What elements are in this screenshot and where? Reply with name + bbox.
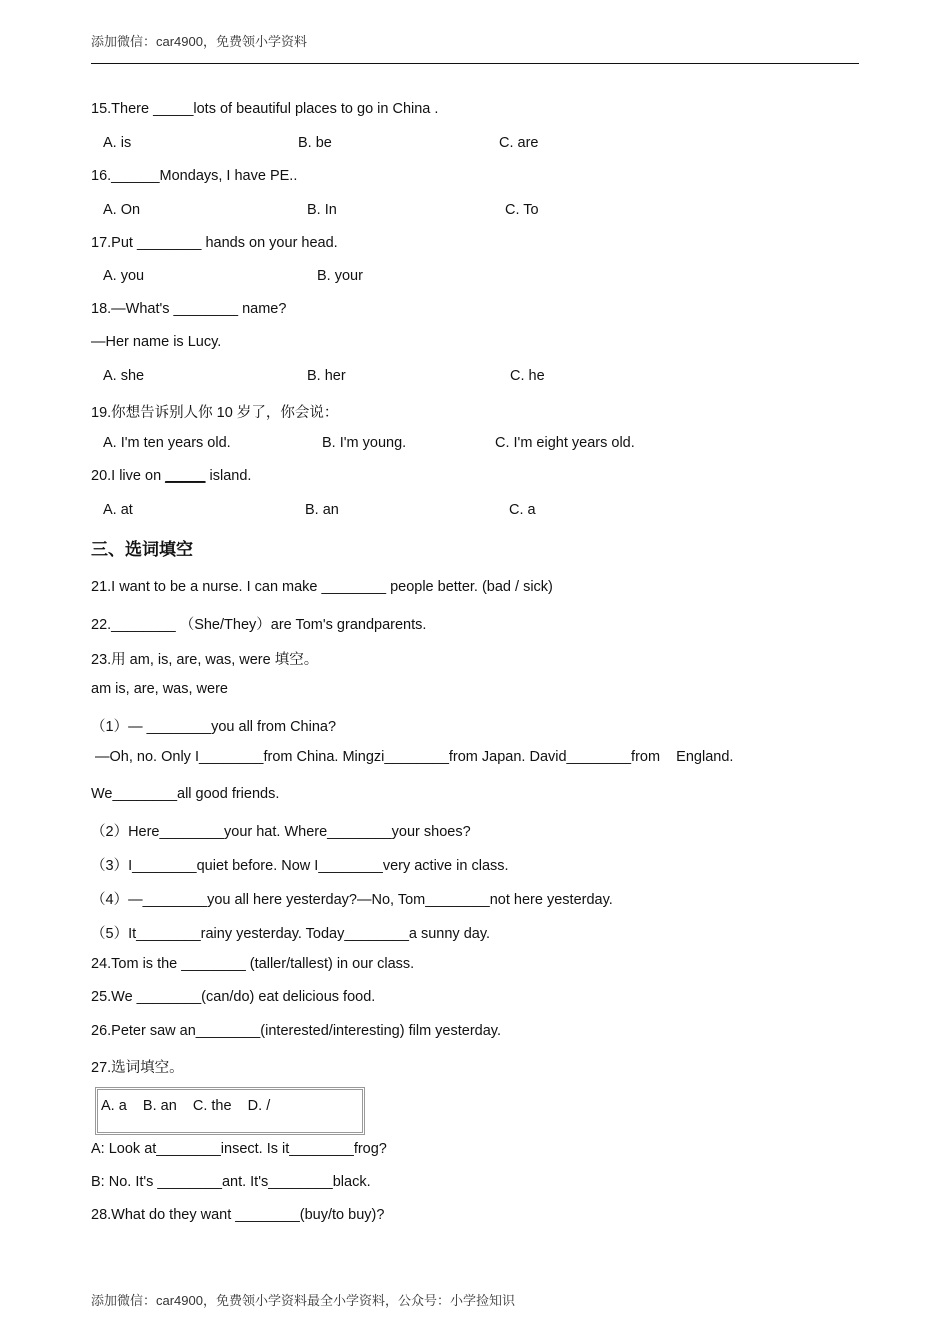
q19-option-b: B. I'm young. (322, 435, 407, 451)
q16-option-b: B. In (307, 202, 337, 218)
q20-text-post: island. (205, 468, 252, 484)
header-rule (91, 63, 859, 64)
question-16: 16.______Mondays, I have PE.. (91, 168, 298, 184)
page-header: 添加微信：car4900，免费领小学资料 (91, 34, 307, 49)
question-17: 17.Put ________ hands on your head. (91, 235, 338, 251)
q27-word-box (95, 1087, 365, 1135)
question-24: 24.Tom is the ________ (taller/tallest) in our class. (91, 956, 415, 972)
question-26: 26.Peter saw an________(interested/interesting) film yesterday. (91, 1023, 501, 1039)
question-18: 18.—What's ________ name? (91, 301, 287, 317)
q18-option-b: B. her (307, 368, 346, 384)
section-3-heading: 三、选词填空 (91, 540, 193, 559)
q19-option-c: C. I'm eight years old. (495, 435, 635, 451)
question-27: 27.选词填空。 (91, 1060, 184, 1076)
q23-item-5: （5）It________rainy yesterday. Today________a sunny day. (91, 926, 491, 942)
q15-option-a: A. is (103, 135, 132, 151)
q19-option-a: A. I'm ten years old. (103, 435, 231, 451)
q17-option-a: A. you (103, 268, 145, 284)
q23-item-1-reply: —Oh, no. Only I________from China. Mingzi________from Japan. David________from England. (91, 749, 734, 765)
q15-option-b: B. be (298, 135, 332, 151)
question-20 (91, 468, 251, 484)
q20-option-c: C. a (509, 502, 536, 518)
page-footer: 添加微信：car4900，免费领小学资料最全小学资料，公众号：小学捡知识 (91, 1293, 515, 1308)
q23-item-1: （1）— ________you all from China? (91, 719, 337, 735)
q20-option-a: A. at (103, 502, 133, 518)
question-21: 21.I want to be a nurse. I can make ________ people better. (bad / sick) (91, 579, 553, 595)
question-23: 23.用 am, is, are, was, were 填空。 (91, 652, 319, 668)
q20-text-pre: 20.I live on (91, 468, 166, 484)
question-15: 15.There _____lots of beautiful places to go in China . (91, 101, 439, 117)
question-28: 28.What do they want ________(buy/to buy)? (91, 1207, 385, 1223)
q27-line-a: A: Look at________insect. Is it________frog? (91, 1141, 387, 1157)
q16-option-c: C. To (505, 202, 539, 218)
q23-item-4: （4）—________you all here yesterday?—No, Tom________not here yesterday. (91, 892, 613, 908)
q23-item-3: （3）I________quiet before. Now I________very active in class. (91, 858, 509, 874)
question-22: 22.________ （She/They）are Tom's grandparents. (91, 617, 427, 633)
q17-option-b: B. your (317, 268, 363, 284)
question-25: 25.We ________(can/do) eat delicious food. (91, 989, 376, 1005)
q27-word-box-text: A. a B. an C. the D. / (101, 1098, 271, 1114)
q20-blank: _____ (165, 468, 206, 484)
q23-word-bank: am is, are, was, were (91, 681, 228, 697)
q15-option-c: C. are (499, 135, 539, 151)
q18-option-c: C. he (510, 368, 545, 384)
q16-option-a: A. On (103, 202, 141, 218)
q23-item-1-end: We________all good friends. (91, 786, 280, 802)
q23-item-2: （2）Here________your hat. Where________your shoes? (91, 824, 471, 840)
q20-option-b: B. an (305, 502, 339, 518)
question-18-reply: —Her name is Lucy. (91, 334, 222, 350)
q18-option-a: A. she (103, 368, 145, 384)
q27-line-b: B: No. It's ________ant. It's________black. (91, 1174, 371, 1190)
question-19: 19.你想告诉别人你 10 岁了，你会说： (91, 405, 339, 421)
